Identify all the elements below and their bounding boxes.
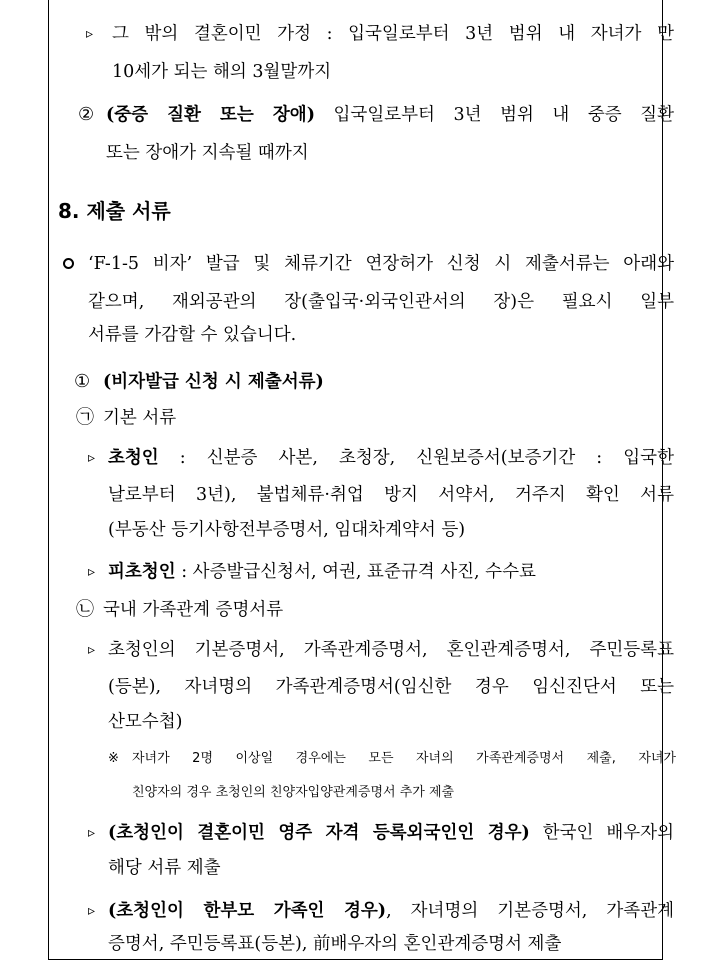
item-illness-title: (중증 질환 또는 장애) xyxy=(106,105,315,125)
family-item1-line2: (등본), 자녀명의 가족관계증명서(임신한 경우 임신진단서 또는 xyxy=(108,677,674,697)
triangle-bullet-icon: ▹ xyxy=(88,450,96,466)
visa-docs-title: (비자발급 신청 시 제출서류) xyxy=(103,372,324,392)
triangle-bullet-icon: ▹ xyxy=(88,825,96,841)
triangle-bullet-icon: ▹ xyxy=(86,26,94,42)
item-other-line2: 10세가 되는 해의 3월말까지 xyxy=(112,62,332,82)
visa-docs-number: ① xyxy=(74,371,91,392)
family-item1-line1: 초청인의 기본증명서, 가족관계증명서, 혼인관계증명서, 주민등록표 xyxy=(108,640,674,660)
item-illness-line2: 또는 장애가 지속될 때까지 xyxy=(106,143,309,163)
hollow-circle-bullet-icon xyxy=(63,258,74,269)
inviter-label: 초청인 xyxy=(108,448,159,468)
family-item2-line1 xyxy=(108,821,674,845)
invitee-rest: : 사증발급신청서, 여권, 표준규격 사진, 수수료 xyxy=(181,562,536,582)
note-line1: 자녀가 2명 이상일 경우에는 모든 자녀의 가족관계증명서 제출, 자녀가 xyxy=(132,751,676,766)
item-illness-number: ② xyxy=(78,104,95,125)
triangle-bullet-icon: ▹ xyxy=(88,642,96,658)
family-docs-title: 국내 가족관계 증명서류 xyxy=(103,600,284,620)
family-item2-line1-rest: 한국인 배우자의 xyxy=(542,823,674,843)
family-item1-line3: 산모수첩) xyxy=(108,712,183,732)
item-other-line1: 그 밖의 결혼이민 가정 : 입국일로부터 3년 범위 내 자녀가 만 xyxy=(112,24,674,44)
intro-line3: 서류를 가감할 수 있습니다. xyxy=(88,325,297,345)
triangle-bullet-icon: ▹ xyxy=(88,564,96,580)
family-item3-line1-rest: , 자녀명의 기본증명서, 가족관계 xyxy=(386,901,674,921)
note-reference-mark: ※ xyxy=(108,751,119,766)
item-illness-line1-rest: 입국일로부터 3년 범위 내 중증 질환 xyxy=(333,105,674,125)
inviter-line3: (부동산 등기사항전부증명서, 임대차계약서 등) xyxy=(108,520,466,540)
family-item2-line2: 해당 서류 제출 xyxy=(108,858,221,878)
triangle-bullet-icon: ▹ xyxy=(88,903,96,919)
intro-line1: ‘F-1-5 비자’ 발급 및 체류기간 연장허가 신청 시 제출서류는 아래와 xyxy=(88,254,674,274)
item-illness-line1 xyxy=(106,103,674,127)
family-item3-title: (초청인이 한부모 가족인 경우) xyxy=(108,901,387,921)
basic-docs-title: 기본 서류 xyxy=(103,408,177,428)
inviter-line2: 날로부터 3년), 불법체류·취업 방지 서약서, 거주지 확인 서류 xyxy=(108,485,674,505)
family-item2-title: (초청인이 결혼이민 영주 자격 등록외국인인 경우) xyxy=(108,823,530,843)
basic-docs-marker: ㉠ xyxy=(76,407,94,428)
inviter-line1-rest: : 신분증 사본, 초청장, 신원보증서(보증기간 : 입국한 xyxy=(179,448,674,468)
family-item3-line2: 증명서, 주민등록표(등본), 前배우자의 혼인관계증명서 제출 xyxy=(108,934,562,954)
invitee-line xyxy=(108,560,536,584)
inviter-line1 xyxy=(108,446,674,470)
intro-line2: 같으며, 재외공관의 장(출입국·외국인관서의 장)은 필요시 일부 xyxy=(88,292,674,312)
family-docs-marker: ㉡ xyxy=(76,599,94,620)
section-heading: 8. 제출 서류 xyxy=(58,199,171,223)
note-line2: 친양자의 경우 초청인의 친양자입양관계증명서 추가 제출 xyxy=(132,785,455,800)
family-item3-line1 xyxy=(108,899,674,923)
invitee-label: 피초청인 xyxy=(108,562,176,582)
